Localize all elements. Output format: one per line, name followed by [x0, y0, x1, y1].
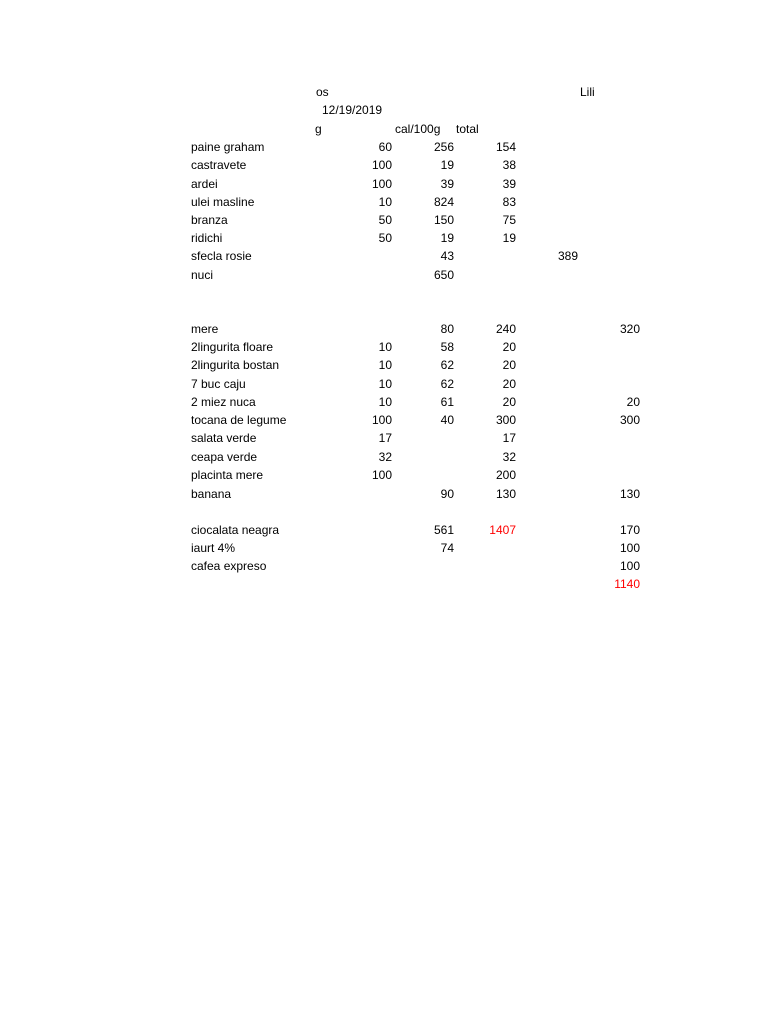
cell-total: 83 [502, 195, 516, 209]
cell-f: 320 [619, 322, 640, 336]
cell-e: 389 [557, 249, 578, 263]
cell-total: 240 [495, 322, 516, 336]
header-g: g [315, 122, 322, 136]
row-label: 2 miez nuca [191, 395, 256, 409]
cell-g: 10 [378, 358, 392, 372]
row-label: mere [191, 322, 219, 336]
cell-cal: 90 [440, 487, 454, 501]
row-label: salata verde [191, 431, 257, 445]
cell-total: 17 [502, 431, 516, 445]
row-label: paine graham [191, 140, 265, 154]
row-label: sfecla rosie [191, 249, 252, 263]
person-name: Lili [580, 85, 595, 99]
cell-f: 100 [619, 541, 640, 555]
row-label: ridichi [191, 231, 223, 245]
cell-total: 20 [502, 340, 516, 354]
cell-f: 100 [619, 559, 640, 573]
cell-total: 75 [502, 213, 516, 227]
cell-cal: 62 [440, 358, 454, 372]
cell-total: 38 [502, 158, 516, 172]
row-label: branza [191, 213, 228, 227]
cell-cal: 19 [440, 158, 454, 172]
row-label: ulei masline [191, 195, 255, 209]
cell-cal: 61 [440, 395, 454, 409]
cell-cal: 43 [440, 249, 454, 263]
row-label: ceapa verde [191, 450, 258, 464]
cell-cal: 40 [440, 413, 454, 427]
cell-g: 10 [378, 377, 392, 391]
row-label: 2lingurita floare [191, 340, 274, 354]
cell-cal: 19 [440, 231, 454, 245]
cell-f: 20 [626, 395, 640, 409]
cell-cal: 561 [433, 523, 454, 537]
row-label: ardei [191, 177, 218, 191]
cell-g: 10 [378, 195, 392, 209]
cell-g: 10 [378, 340, 392, 354]
row-label: banana [191, 487, 232, 501]
cell-total: 154 [495, 140, 516, 154]
cell-g: 50 [378, 231, 392, 245]
row-label: tocana de legume [191, 413, 287, 427]
row-label: castravete [191, 158, 247, 172]
header-cal-per-100g: cal/100g [395, 122, 441, 136]
cell-total: 20 [502, 395, 516, 409]
row-label: nuci [191, 268, 214, 282]
cell-cal: 62 [440, 377, 454, 391]
cell-cal: 58 [440, 340, 454, 354]
cell-total: 200 [495, 468, 516, 482]
cell-total-highlight: 1407 [489, 523, 516, 537]
cell-cal: 80 [440, 322, 454, 336]
row-label: 2lingurita bostan [191, 358, 280, 372]
cell-g: 100 [371, 177, 392, 191]
sheet-name: os [316, 85, 329, 99]
cell-cal: 39 [440, 177, 454, 191]
cell-f: 130 [619, 487, 640, 501]
cell-cal: 74 [440, 541, 454, 555]
cell-g: 60 [378, 140, 392, 154]
row-label: cafea expreso [191, 559, 267, 573]
cell-g: 50 [378, 213, 392, 227]
cell-cal: 650 [433, 268, 454, 282]
cell-total: 39 [502, 177, 516, 191]
cell-g: 17 [378, 431, 392, 445]
cell-g: 32 [378, 450, 392, 464]
cell-cal: 824 [433, 195, 454, 209]
cell-cal: 150 [433, 213, 454, 227]
row-label: 7 buc caju [191, 377, 246, 391]
cell-total: 19 [502, 231, 516, 245]
cell-total: 32 [502, 450, 516, 464]
cell-cal: 256 [433, 140, 454, 154]
grand-total: 1140 [614, 577, 640, 591]
row-label: placinta mere [191, 468, 264, 482]
cell-g: 100 [371, 413, 392, 427]
cell-total: 130 [495, 487, 516, 501]
cell-f: 300 [619, 413, 640, 427]
cell-total: 20 [502, 377, 516, 391]
row-label: ciocalata neagra [191, 523, 280, 537]
date-label: 12/19/2019 [322, 103, 383, 117]
row-label: iaurt 4% [191, 541, 236, 555]
header-total: total [456, 122, 479, 136]
cell-f: 170 [619, 523, 640, 537]
cell-g: 10 [378, 395, 392, 409]
cell-total: 300 [495, 413, 516, 427]
cell-g: 100 [371, 468, 392, 482]
cell-g: 100 [371, 158, 392, 172]
cell-total: 20 [502, 358, 516, 372]
